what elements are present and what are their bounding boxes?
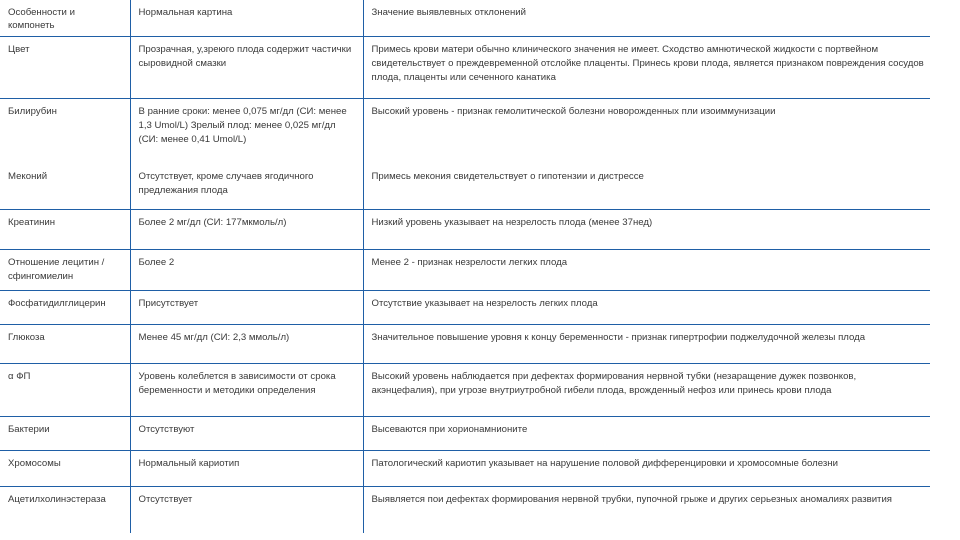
table-row [0, 451, 930, 487]
component-cell: Глюкоза [0, 325, 130, 364]
normal-cell: Менее 45 мг/дл (СИ: 2,3 ммоль/л) [130, 325, 363, 364]
table-row [0, 37, 930, 99]
normal-cell: Уровень колеблется в зависимости от срока беременности и методики определения [130, 364, 363, 417]
table-row [0, 364, 930, 417]
meaning-cell: Менее 2 - признак незрелости легких плода [363, 250, 930, 291]
meaning-cell: Отсутствие указывает на незрелость легких плода [363, 291, 930, 325]
component-cell: Креатинин [0, 210, 130, 250]
meaning-cell: Низкий уровень указывает на незрелость плода (менее 37нед) [363, 210, 930, 250]
meaning-cell: Высокий уровень - признак гемолитической болезни новорожденных пли изоиммунизации [371, 106, 776, 117]
normal-cell: Нормальный кариотип [130, 451, 363, 487]
normal-cell: Отсутствует, кроме случаев ягодичного предлежания плода [130, 164, 363, 210]
meaning-cell: Выявляется пои дефектах формирования нервной трубки, пупочной грыже и других серьезных аномалиях развития [371, 494, 893, 505]
component-cell: Бактерии [0, 417, 130, 451]
table-row [0, 250, 930, 291]
component-cell: Билирубин [0, 99, 130, 165]
normal-cell: Отсутствует [130, 487, 363, 534]
table-row [0, 210, 930, 250]
table-row [0, 291, 930, 325]
header-cell: Особенности и компонеть [0, 0, 130, 37]
header-cell: Нормальная картина [130, 0, 363, 37]
meaning-cell: Патологический кариотип указывает на нарушение половой дифференцировки и хромосомные болезни [363, 451, 930, 487]
header-cell: Значение выявлевных отклонений [363, 0, 930, 37]
table-row [0, 325, 930, 364]
meaning-cell: Примесь крови матери обычно клинического значения не имеет. Сходство амнютической жидкости с портвейном свидетельствует о преждевременной отслойке плаценты. Принесь крови плода, является признаком повреждения сосудов плода, плаценты или сеченного канатика [363, 37, 930, 99]
meaning-cell: Значительное повышение уровня к концу беременности - признак гипертрофии поджелудочной железы плода [363, 325, 930, 364]
table-row [0, 417, 930, 451]
component-cell: Цвет [0, 37, 130, 99]
component-cell: Меконий [0, 164, 130, 210]
component-cell: Фосфатидилглицерин [0, 291, 130, 325]
component-cell: Ацетилхолинэстераза [0, 487, 130, 534]
table-row [0, 487, 930, 534]
normal-cell: Присутствует [130, 291, 363, 325]
component-cell: Хромосомы [0, 451, 130, 487]
meaning-cell: Высеваются при хорионамнионите [363, 417, 930, 451]
normal-cell: Более 2 [130, 250, 363, 291]
normal-cell: В ранние сроки: менее 0,075 мг/дл (СИ: менее 1,3 Umol/L) Зрелый плод: менее 0,025 мг/дл (СИ: менее 0,41 Umol/L) [130, 99, 363, 165]
component-cell: α ФП [0, 364, 130, 417]
table-row [0, 99, 930, 165]
table-row [0, 164, 930, 210]
normal-cell: Прозрачная, у,зреюго плода содержит частички сыровидной смазки [130, 37, 363, 99]
normal-cell: Отсутствуют [130, 417, 363, 451]
component-cell: Отношение лецитин / сфингомиелин [0, 250, 130, 291]
meaning-cell: Примесь мекония свидетельствует о гипотензии и дистрессе [363, 164, 930, 210]
header-row [0, 0, 930, 37]
normal-cell: Более 2 мг/дл (СИ: 177мкмоль/л) [130, 210, 363, 250]
meaning-cell: Высокий уровень наблюдается при дефектах формирования нервной тубки (незаращение дужек позвонков, акэнцефалия), при угрозе внутриутробной гибели плода, врожденный нефоз или принесь крови плода [363, 364, 930, 417]
